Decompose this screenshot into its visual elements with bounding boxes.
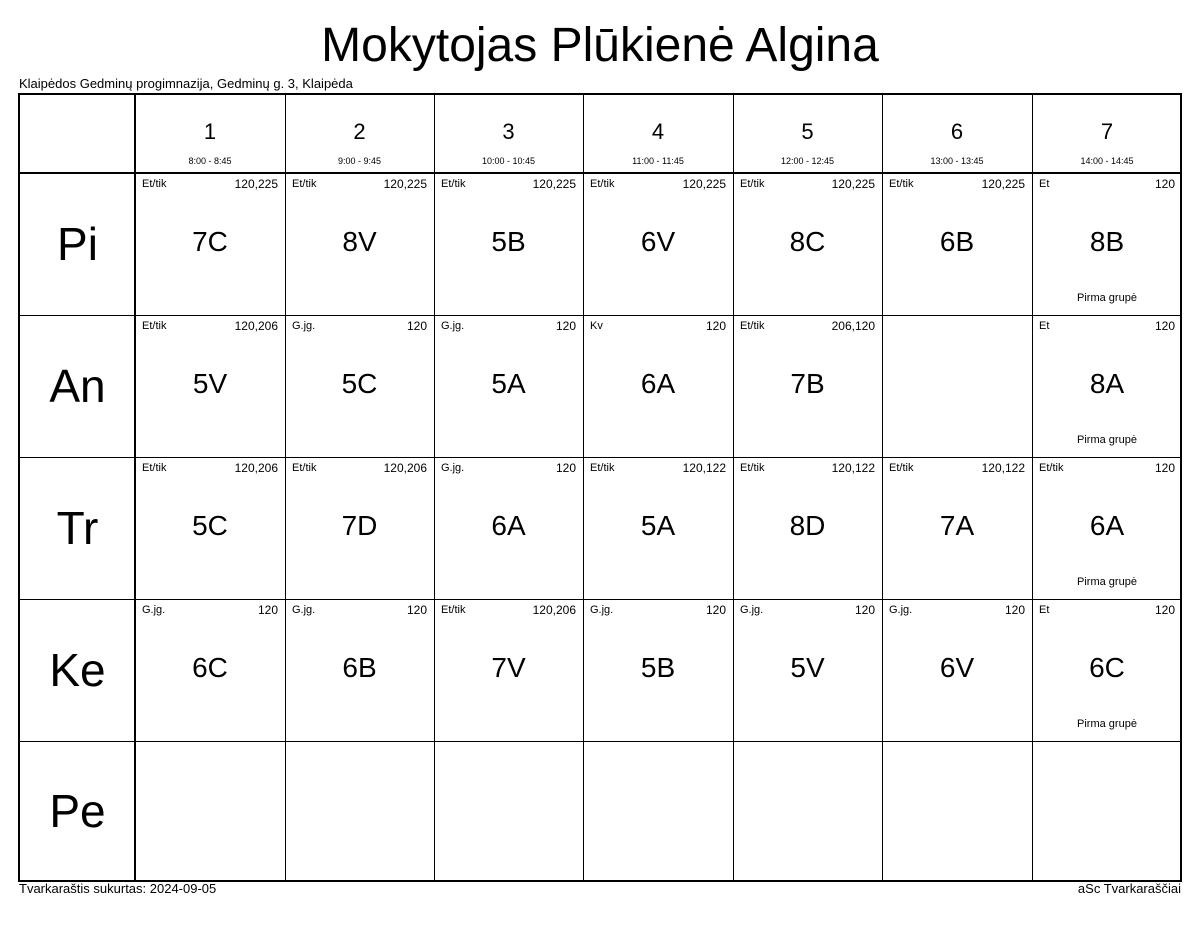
lesson-room: 120,206 <box>234 319 278 333</box>
period-header <box>583 95 733 173</box>
lesson-subject: Et/tik <box>142 462 167 474</box>
lesson-cell <box>733 741 882 882</box>
lesson-cell[interactable] <box>434 599 583 741</box>
lesson-room: 120 <box>1154 603 1175 617</box>
lesson-room: 120 <box>705 319 726 333</box>
lesson-room: 120,225 <box>831 177 875 191</box>
lesson-subject: Et/tik <box>889 462 914 474</box>
page-title: Mokytojas Plūkienė Algina <box>321 19 879 72</box>
lesson-subject: Et/tik <box>441 604 466 616</box>
period-header <box>285 95 434 173</box>
lesson-subject: Et <box>1039 604 1050 616</box>
lesson-room: 120,225 <box>532 177 576 191</box>
lesson-class: 6A <box>1089 510 1125 541</box>
day-label: Ke <box>49 644 106 696</box>
lesson-cell[interactable] <box>733 599 882 741</box>
lesson-class: 5B <box>491 226 526 257</box>
lesson-room: 120 <box>555 319 576 333</box>
period-header <box>434 95 583 173</box>
lesson-class: 6A <box>491 510 526 541</box>
lesson-room: 120 <box>854 603 875 617</box>
lesson-class: 6B <box>342 652 377 683</box>
lesson-subject: G.jg. <box>292 604 316 616</box>
period-time: 8:00 - 8:45 <box>188 156 232 166</box>
lesson-class: 5V <box>790 652 825 683</box>
brand-label: aSc Tvarkaraščiai <box>1077 881 1181 896</box>
lesson-class: 7D <box>341 510 378 541</box>
lesson-room: 120,122 <box>831 461 875 475</box>
period-header <box>1032 95 1182 173</box>
lesson-room: 120,206 <box>383 461 427 475</box>
lesson-cell[interactable] <box>285 173 434 315</box>
lesson-room: 120 <box>555 461 576 475</box>
lesson-subject: Et/tik <box>740 178 765 190</box>
lesson-room: 120 <box>406 603 427 617</box>
lesson-room: 120,122 <box>682 461 726 475</box>
lesson-subject: G.jg. <box>441 462 465 474</box>
lesson-subject: Et/tik <box>889 178 914 190</box>
period-number: 5 <box>801 119 814 144</box>
period-number: 1 <box>203 119 217 144</box>
period-number: 3 <box>502 119 515 144</box>
lesson-subject: Et/tik <box>1039 462 1064 474</box>
lesson-room: 120 <box>1004 603 1025 617</box>
lesson-subject: Kv <box>590 320 603 332</box>
timetable-grid <box>18 93 1182 882</box>
day-label: An <box>49 360 106 412</box>
lesson-cell[interactable] <box>1032 315 1182 457</box>
lesson-cell[interactable] <box>583 599 733 741</box>
lesson-group: Pirma grupė <box>1077 718 1137 730</box>
school-address: Klaipėdos Gedminų progimnazija, Gedminų g. 3, Klaipėda <box>19 76 353 91</box>
lesson-room: 120 <box>257 603 278 617</box>
lesson-cell[interactable] <box>583 457 733 599</box>
lesson-cell <box>882 315 1032 457</box>
lesson-cell[interactable] <box>135 457 285 599</box>
lesson-class: 7V <box>491 652 526 683</box>
lesson-subject: Et/tik <box>740 462 765 474</box>
lesson-subject: Et/tik <box>292 462 317 474</box>
lesson-subject: G.jg. <box>590 604 614 616</box>
lesson-class: 7B <box>790 368 825 399</box>
lesson-room: 120 <box>705 603 726 617</box>
lesson-cell[interactable] <box>733 173 882 315</box>
period-number: 2 <box>353 119 366 144</box>
lesson-cell <box>434 741 583 882</box>
lesson-class: 8B <box>1089 226 1125 257</box>
lesson-class: 6C <box>192 652 228 683</box>
lesson-class: 5C <box>341 368 378 399</box>
lesson-subject: G.jg. <box>292 320 316 332</box>
lesson-room: 120,225 <box>682 177 726 191</box>
period-time: 11:00 - 11:45 <box>632 156 684 166</box>
period-time: 12:00 - 12:45 <box>780 156 835 166</box>
lesson-class: 8V <box>342 226 377 257</box>
lesson-class: 6B <box>939 226 975 257</box>
lesson-class: 8D <box>789 510 826 541</box>
lesson-cell[interactable] <box>733 457 882 599</box>
lesson-subject: G.jg. <box>142 604 166 616</box>
lesson-cell[interactable] <box>583 315 733 457</box>
day-label: Tr <box>56 502 99 554</box>
lesson-room: 120,206 <box>532 603 576 617</box>
period-time: 10:00 - 10:45 <box>481 156 536 166</box>
lesson-cell[interactable] <box>135 315 285 457</box>
period-header <box>733 95 882 173</box>
period-header <box>135 95 285 173</box>
lesson-cell[interactable] <box>733 315 882 457</box>
lesson-cell <box>135 741 285 882</box>
lesson-subject: Et/tik <box>740 320 765 332</box>
lesson-cell[interactable] <box>434 457 583 599</box>
lesson-class: 6V <box>640 226 676 257</box>
lesson-group: Pirma grupė <box>1077 292 1137 304</box>
period-time: 13:00 - 13:45 <box>930 156 984 166</box>
lesson-cell <box>882 741 1032 882</box>
lesson-room: 120 <box>1154 319 1175 333</box>
lesson-room: 206,120 <box>831 319 875 333</box>
lesson-class: 8C <box>789 226 826 257</box>
lesson-cell[interactable] <box>882 599 1032 741</box>
period-time: 14:00 - 14:45 <box>1080 156 1134 166</box>
lesson-class: 5A <box>491 368 526 399</box>
lesson-group: Pirma grupė <box>1077 576 1137 588</box>
lesson-room: 120 <box>1154 177 1175 191</box>
day-label: Pe <box>49 785 106 837</box>
lesson-room: 120 <box>1154 461 1175 475</box>
period-header <box>882 95 1032 173</box>
lesson-room: 120,225 <box>383 177 427 191</box>
lesson-cell[interactable] <box>1032 457 1182 599</box>
lesson-class: 6C <box>1089 652 1125 683</box>
day-label: Pi <box>57 218 98 270</box>
lesson-subject: G.jg. <box>889 604 913 616</box>
lesson-room: 120,122 <box>981 461 1025 475</box>
lesson-room: 120,206 <box>234 461 278 475</box>
lesson-cell <box>583 741 733 882</box>
lesson-cell[interactable] <box>434 315 583 457</box>
lesson-cell <box>1032 741 1182 882</box>
lesson-cell[interactable] <box>1032 173 1182 315</box>
lesson-class: 5B <box>640 652 676 683</box>
lesson-cell[interactable] <box>882 173 1032 315</box>
period-time: 9:00 - 9:45 <box>337 156 382 166</box>
lesson-cell[interactable] <box>285 457 434 599</box>
lesson-subject: Et/tik <box>142 178 167 190</box>
lesson-class: 5C <box>192 510 228 541</box>
lesson-class: 7C <box>192 226 228 257</box>
lesson-subject: Et <box>1039 320 1050 332</box>
lesson-class: 7A <box>939 510 975 541</box>
lesson-cell[interactable] <box>882 457 1032 599</box>
lesson-cell[interactable] <box>583 173 733 315</box>
lesson-cell[interactable] <box>135 173 285 315</box>
lesson-cell[interactable] <box>285 599 434 741</box>
lesson-subject: Et/tik <box>292 178 317 190</box>
lesson-class: 5A <box>640 510 676 541</box>
lesson-cell[interactable] <box>1032 599 1182 741</box>
lesson-subject: Et/tik <box>590 178 615 190</box>
lesson-cell <box>285 741 434 882</box>
lesson-cell[interactable] <box>135 599 285 741</box>
period-number: 7 <box>1100 119 1114 144</box>
lesson-subject: Et <box>1039 178 1050 190</box>
lesson-subject: Et/tik <box>590 462 615 474</box>
lesson-room: 120,225 <box>981 177 1025 191</box>
lesson-class: 6V <box>939 652 975 683</box>
lesson-class: 5V <box>192 368 228 399</box>
lesson-group: Pirma grupė <box>1077 434 1137 446</box>
period-number: 6 <box>950 119 964 144</box>
created-date: Tvarkaraštis sukurtas: 2024-09-05 <box>19 881 217 896</box>
period-number: 4 <box>651 119 665 144</box>
lesson-class: 8A <box>1089 368 1125 399</box>
lesson-class: 6A <box>640 368 676 399</box>
lesson-subject: G.jg. <box>441 320 465 332</box>
lesson-cell[interactable] <box>285 315 434 457</box>
lesson-room: 120 <box>406 319 427 333</box>
lesson-subject: Et/tik <box>142 320 167 332</box>
lesson-cell[interactable] <box>434 173 583 315</box>
lesson-room: 120,225 <box>234 177 278 191</box>
lesson-subject: G.jg. <box>740 604 764 616</box>
lesson-subject: Et/tik <box>441 178 466 190</box>
